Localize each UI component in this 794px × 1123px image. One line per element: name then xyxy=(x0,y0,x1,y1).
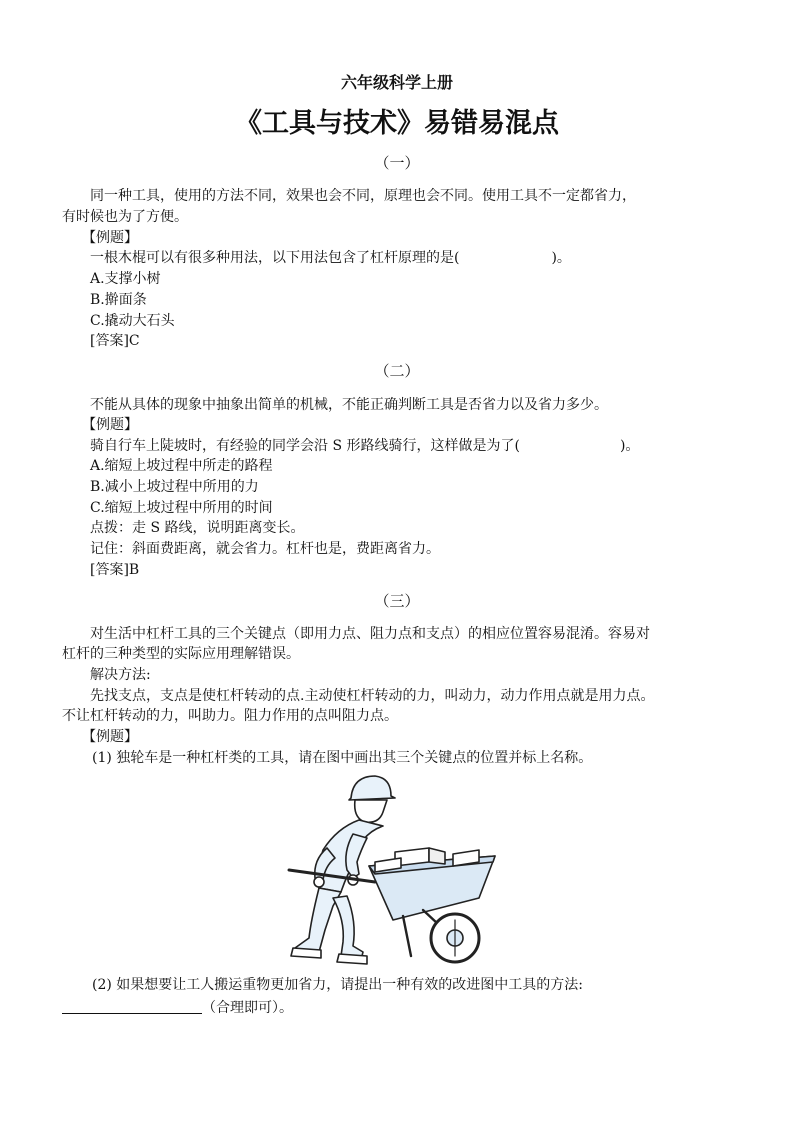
section-2-remember: 记住：斜面费距离，就会省力。杠杆也是，费距离省力。 xyxy=(90,541,440,557)
section-1-example-label: 【例题】 xyxy=(82,230,138,246)
section-3-heading: （三） xyxy=(374,592,420,610)
section-2-option-b: B.减小上坡过程中所用的力 xyxy=(90,479,259,495)
section-2-option-a: A.缩短上坡过程中所走的路程 xyxy=(90,458,273,474)
section-1-question-end: )。 xyxy=(551,250,571,266)
section-1-option-c: C.撬动大石头 xyxy=(90,313,175,329)
section-1-option-a: A.支撑小树 xyxy=(90,271,161,287)
section-3-method-line-2: 不让杠杆转动的力，叫助力。阻力作用的点叫阻力点。 xyxy=(62,708,398,724)
section-1-question-start: 一根木棍可以有很多种用法，以下用法包含了杠杆原理的是( xyxy=(90,250,460,266)
section-2-hint: 点拨：走 S 路线，说明距离变长。 xyxy=(90,520,305,536)
answer-underline[interactable] xyxy=(62,999,202,1014)
section-2-option-c: C.缩短上坡过程中所用的时间 xyxy=(90,500,273,516)
section-3-question-2-answer-line xyxy=(62,998,293,1018)
section-3-method-line-1: 先找支点，支点是使杠杆转动的点.主动使杠杆转动的力，叫动力，动力作用点就是用力点。 xyxy=(90,688,655,704)
section-3-intro-line-2: 杠杆的三种类型的实际应用理解错误。 xyxy=(62,646,300,662)
section-1-question xyxy=(90,248,571,268)
section-2-heading: （二） xyxy=(374,362,420,380)
section-2-intro: 不能从具体的现象中抽象出简单的机械，不能正确判断工具是否省力以及省力多少。 xyxy=(90,397,608,413)
section-3-intro-line-1: 对生活中杠杆工具的三个关键点（即用力点、阻力点和支点）的相应位置容易混淆。容易对 xyxy=(90,626,650,642)
section-1-heading: （一） xyxy=(374,154,420,172)
section-3-question-2-tail: （合理即可）。 xyxy=(202,1000,293,1016)
section-2-answer: [答案]B xyxy=(90,562,140,578)
section-1-answer: [答案]C xyxy=(90,333,140,349)
wheelbarrow-worker-figure xyxy=(283,770,505,970)
page-title: 《工具与技术》易错易混点 xyxy=(235,108,559,139)
section-2-question-end: )。 xyxy=(619,438,640,454)
page-subtitle: 六年级科学上册 xyxy=(340,73,453,92)
section-3-example-label: 【例题】 xyxy=(82,729,138,745)
section-3-question-1: (1) 独轮车是一种杠杆类的工具，请在图中画出其三个关键点的位置并标上名称。 xyxy=(92,750,593,766)
section-1-intro-line-1: 同一种工具，使用的方法不同，效果也会不同，原理也会不同。使用工具不一定都省力， xyxy=(90,188,636,204)
section-2-question xyxy=(90,436,639,456)
section-3-question-2: (2) 如果想要让工人搬运重物更加省力，请提出一种有效的改进图中工具的方法: xyxy=(92,977,583,993)
section-1-option-b: B.擀面条 xyxy=(90,292,147,308)
section-2-question-start: 骑自行车上陡坡时，有经验的同学会沿 S 形路线骑行，这样做是为了( xyxy=(90,438,520,454)
section-3-method-label: 解决方法: xyxy=(90,667,151,683)
section-2-example-label: 【例题】 xyxy=(82,417,138,433)
section-1-intro-line-2: 有时候也为了方便。 xyxy=(62,209,188,225)
